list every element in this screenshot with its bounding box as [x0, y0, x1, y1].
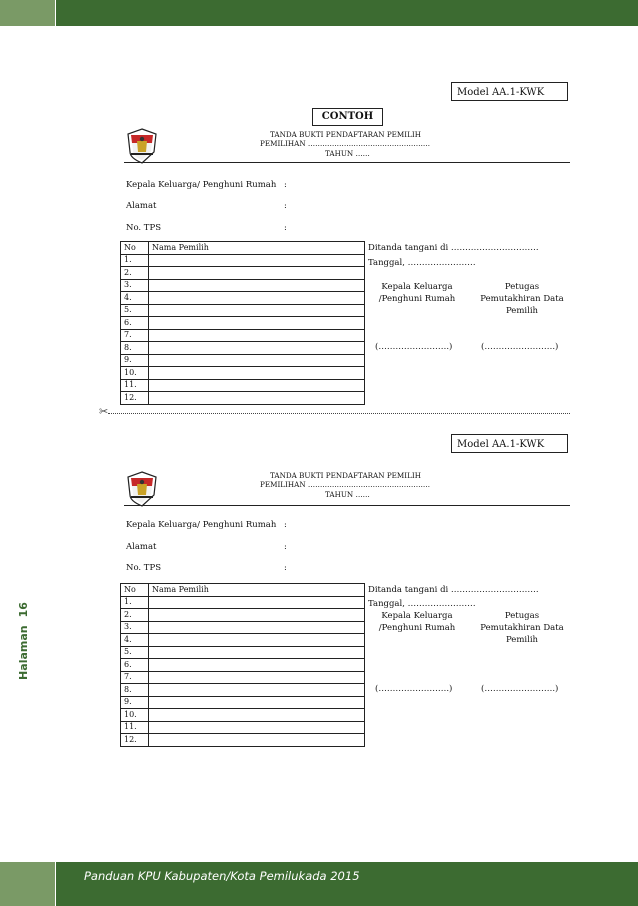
signer-right-line1: Petugas [504, 282, 540, 292]
signer-right-line3: Pemilih [505, 306, 539, 316]
row-number: 6. [121, 317, 149, 330]
signature-blank-left: (…………………….) [375, 684, 453, 694]
col-header-no: No [121, 584, 149, 597]
row-number: 3. [121, 621, 149, 634]
voter-name-cell[interactable] [149, 634, 365, 647]
scissors-icon: ✂ [99, 405, 109, 418]
table-row [121, 734, 365, 747]
table-row [121, 292, 365, 305]
table-row [121, 671, 365, 684]
voter-name-cell[interactable] [149, 646, 365, 659]
row-number: 2. [121, 609, 149, 622]
table-header-row [121, 584, 365, 597]
signer-left-line2: /Penghuni Rumah [378, 623, 456, 633]
row-number: 12. [121, 734, 149, 747]
table-row [121, 634, 365, 647]
row-number: 3. [121, 279, 149, 292]
signer-left-line2: /Penghuni Rumah [378, 294, 456, 304]
header-rule [124, 162, 570, 163]
table-row [121, 596, 365, 609]
signed-at-line: Ditanda tangani di …………………………. [368, 243, 539, 253]
voter-name-cell[interactable] [149, 392, 365, 405]
table-row [121, 379, 365, 392]
signer-right-line2: Pemutakhiran Data [480, 294, 564, 304]
header-rule [124, 505, 570, 506]
footer-strip-light [0, 862, 55, 906]
table-row [121, 329, 365, 342]
footer-title: Panduan KPU Kabupaten/Kota Pemilukada 2015 [84, 869, 360, 883]
row-number: 7. [121, 671, 149, 684]
voter-name-cell[interactable] [149, 596, 365, 609]
voter-name-cell[interactable] [149, 709, 365, 722]
col-header-name: Nama Pemilih [149, 584, 365, 597]
col-header-no: No [121, 242, 149, 255]
voter-name-cell[interactable] [149, 671, 365, 684]
voter-name-cell[interactable] [149, 659, 365, 672]
row-number: 9. [121, 354, 149, 367]
voter-table [120, 241, 365, 405]
signature-blank-right: (…………………….) [481, 684, 559, 694]
row-number: 5. [121, 646, 149, 659]
signed-at-line: Ditanda tangani di …………………………. [368, 585, 539, 595]
table-row [121, 709, 365, 722]
col-header-name: Nama Pemilih [149, 242, 365, 255]
field-label-tps: No. TPS [126, 563, 162, 573]
signer-right-title [474, 281, 570, 317]
voter-name-cell[interactable] [149, 279, 365, 292]
voter-name-cell[interactable] [149, 267, 365, 280]
field-colon: : [284, 563, 287, 573]
date-line: Tanggal, …………………… [368, 599, 476, 609]
voter-name-cell[interactable] [149, 329, 365, 342]
header-strip-dark [56, 0, 638, 26]
field-label-alamat: Alamat [126, 201, 157, 211]
field-colon: : [284, 180, 287, 190]
header-strip-light [0, 0, 55, 26]
signer-right-line2: Pemutakhiran Data [480, 623, 564, 633]
voter-name-cell[interactable] [149, 317, 365, 330]
form-election-line: PEMILIHAN …………………………………………… [260, 480, 431, 489]
field-label-tps: No. TPS [126, 223, 162, 233]
date-line: Tanggal, …………………… [368, 258, 476, 268]
kpu-logo-icon [126, 128, 158, 164]
table-row [121, 609, 365, 622]
row-number: 8. [121, 684, 149, 697]
form-title: TANDA BUKTI PENDAFTARAN PEMILIH [270, 471, 421, 480]
field-label-alamat: Alamat [126, 542, 157, 552]
signature-blank-left: (…………………….) [375, 342, 453, 352]
signer-left-title [372, 281, 462, 305]
field-label-kepala: Kepala Keluarga/ Penghuni Rumah [126, 180, 277, 190]
voter-name-cell[interactable] [149, 621, 365, 634]
voter-name-cell[interactable] [149, 696, 365, 709]
voter-name-cell[interactable] [149, 342, 365, 355]
voter-name-cell[interactable] [149, 367, 365, 380]
kpu-logo-icon [126, 471, 158, 507]
field-label-kepala: Kepala Keluarga/ Penghuni Rumah [126, 520, 277, 530]
cut-line [108, 413, 570, 414]
table-row [121, 684, 365, 697]
voter-name-cell[interactable] [149, 734, 365, 747]
page-number-label [17, 591, 39, 691]
voter-table [120, 583, 365, 747]
form-title: TANDA BUKTI PENDAFTARAN PEMILIH [270, 130, 421, 139]
voter-name-cell[interactable] [149, 292, 365, 305]
voter-name-cell[interactable] [149, 379, 365, 392]
row-number: 7. [121, 329, 149, 342]
row-number: 8. [121, 342, 149, 355]
signature-blank-right: (…………………….) [481, 342, 559, 352]
row-number: 10. [121, 709, 149, 722]
row-number: 9. [121, 696, 149, 709]
signer-right-line1: Petugas [504, 611, 540, 621]
row-number: 11. [121, 721, 149, 734]
signer-left-line1: Kepala Keluarga [381, 611, 453, 621]
table-row [121, 696, 365, 709]
table-row [121, 279, 365, 292]
table-row [121, 267, 365, 280]
page-number-text: 16 [17, 602, 30, 618]
table-row [121, 392, 365, 405]
model-code-box: Model AA.1-KWK [451, 82, 568, 101]
row-number: 1. [121, 596, 149, 609]
row-number: 12. [121, 392, 149, 405]
table-row [121, 317, 365, 330]
row-number: 11. [121, 379, 149, 392]
row-number: 5. [121, 304, 149, 317]
form-year-line: TAHUN …… [325, 490, 370, 499]
signer-left-title [372, 610, 462, 634]
voter-name-cell[interactable] [149, 304, 365, 317]
form-election-line: PEMILIHAN …………………………………………… [260, 139, 431, 148]
table-row [121, 367, 365, 380]
row-number: 2. [121, 267, 149, 280]
table-header-row [121, 242, 365, 255]
voter-name-cell[interactable] [149, 354, 365, 367]
table-row [121, 354, 365, 367]
signer-right-line3: Pemilih [505, 635, 539, 645]
contoh-label: CONTOH [312, 108, 383, 126]
field-colon: : [284, 520, 287, 530]
table-row [121, 721, 365, 734]
row-number: 10. [121, 367, 149, 380]
form-year-line: TAHUN …… [325, 149, 370, 158]
table-row [121, 342, 365, 355]
page-label-text: Halaman [17, 625, 30, 680]
signer-left-line1: Kepala Keluarga [381, 282, 453, 292]
field-colon: : [284, 542, 287, 552]
model-code-box: Model AA.1-KWK [451, 434, 568, 453]
row-number: 4. [121, 634, 149, 647]
signer-right-title [474, 610, 570, 646]
voter-name-cell[interactable] [149, 609, 365, 622]
field-colon: : [284, 201, 287, 211]
table-row [121, 621, 365, 634]
row-number: 4. [121, 292, 149, 305]
voter-name-cell[interactable] [149, 254, 365, 267]
table-row [121, 659, 365, 672]
row-number: 6. [121, 659, 149, 672]
table-row [121, 646, 365, 659]
table-row [121, 254, 365, 267]
table-row [121, 304, 365, 317]
voter-name-cell[interactable] [149, 684, 365, 697]
field-colon: : [284, 223, 287, 233]
row-number: 1. [121, 254, 149, 267]
voter-name-cell[interactable] [149, 721, 365, 734]
